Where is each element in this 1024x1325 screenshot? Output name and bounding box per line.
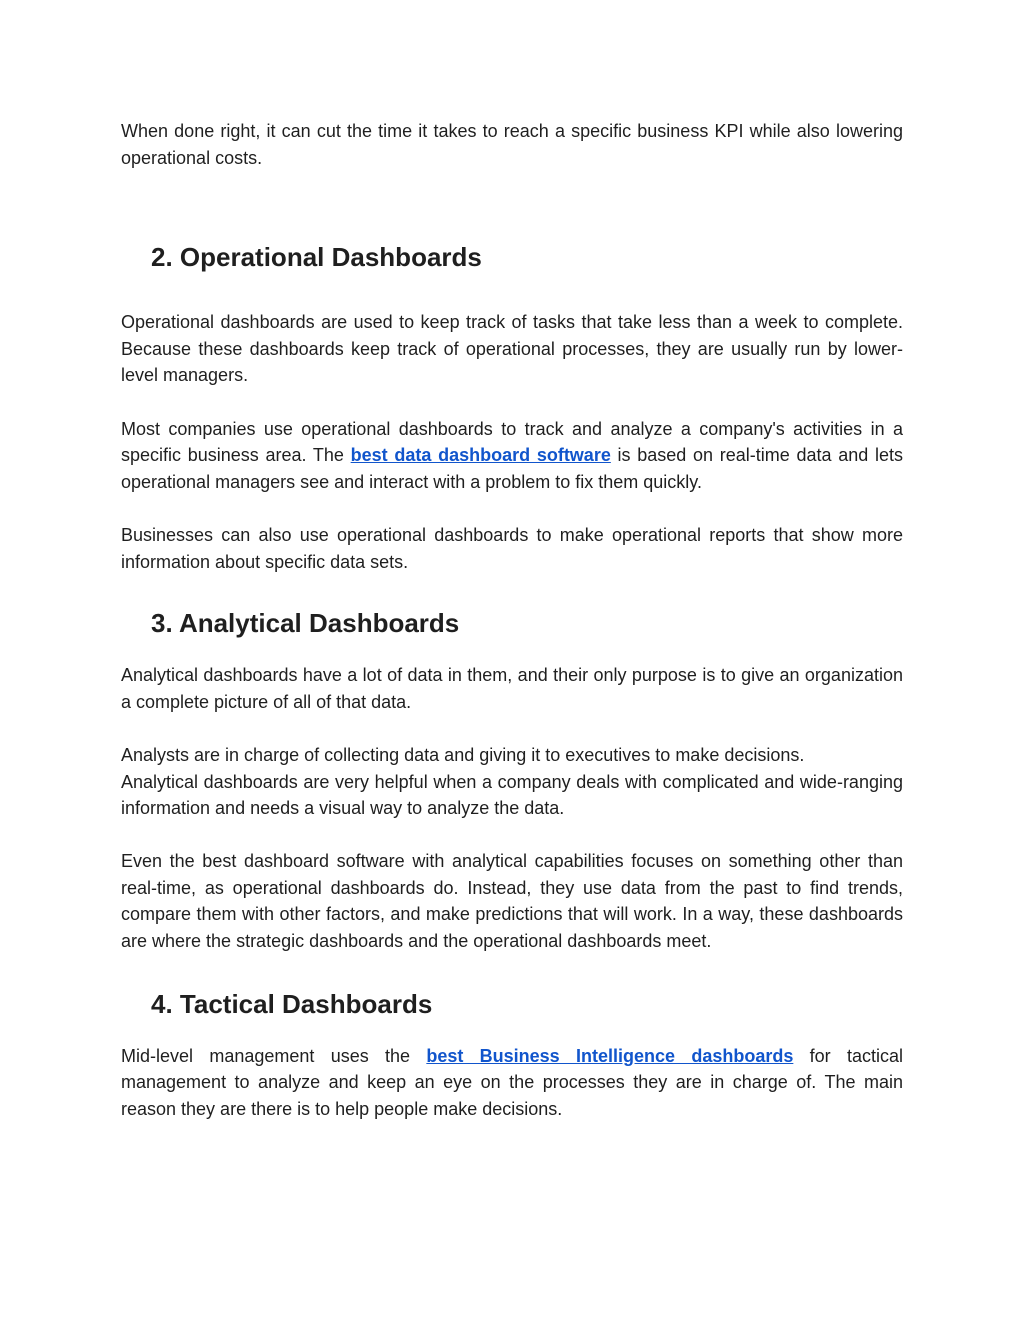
operational-paragraph-1: Operational dashboards are used to keep track of tasks that take less than a week to complete. Because these dashboards keep track of operational processes, they are usually run by lower-level managers. bbox=[121, 312, 903, 386]
section-heading-tactical: 4. Tactical Dashboards bbox=[151, 988, 433, 1019]
best-data-dashboard-software-link[interactable]: best data dashboard software bbox=[350, 445, 611, 466]
document-page bbox=[121, 118, 903, 1122]
tactical-paragraph-1-text-b: for tactical management to analyze and keep an eye on the processes they are in charge of. The main reason they are there is to help people make decisions. bbox=[121, 1045, 903, 1119]
analytical-paragraph-2-line-1: Analysts are in charge of collecting data and giving it to executives to make decisions. bbox=[121, 744, 805, 765]
analytical-paragraph-2-line-2: Analytical dashboards are very helpful when a company deals with complicated and wide-ranging information and needs a visual way to analyze the data. bbox=[121, 771, 903, 819]
intro-paragraph: When done right, it can cut the time it takes to reach a specific business KPI while also lowering operational costs. bbox=[121, 121, 903, 168]
analytical-paragraph-3: Even the best dashboard software with analytical capabilities focuses on something other than real-time, as operational dashboards do. Instead, they use data from the past to find trends, compare them with other factors, and make predictions that will work. In a way, these dashboards are where the strategic dashboards and the operational dashboards meet. bbox=[121, 851, 903, 952]
tactical-paragraph-1-text-a: Mid-level management uses the bbox=[121, 1045, 427, 1066]
section-heading-analytical: 3. Analytical Dashboards bbox=[151, 608, 460, 639]
tactical-paragraph-1 bbox=[121, 1043, 903, 1123]
analytical-paragraph-1: Analytical dashboards have a lot of data in them, and their only purpose is to give an organization a complete picture of all of that data. bbox=[121, 665, 903, 712]
best-business-intelligence-dashboards-link[interactable]: best Business Intelligence dashboards bbox=[426, 1045, 794, 1066]
operational-paragraph-3: Businesses can also use operational dashboards to make operational reports that show more information about specific data sets. bbox=[121, 524, 903, 572]
section-heading-operational: 2. Operational Dashboards bbox=[151, 242, 482, 273]
operational-paragraph-2 bbox=[121, 416, 903, 496]
operational-paragraph-2-text-a: Most companies use operational dashboards to track and analyze a company's activities in a specific business area. The bbox=[121, 418, 903, 466]
operational-paragraph-2-text-b: is based on real-time data and lets operational managers see and interact with a problem to fix them quickly. bbox=[121, 445, 903, 492]
